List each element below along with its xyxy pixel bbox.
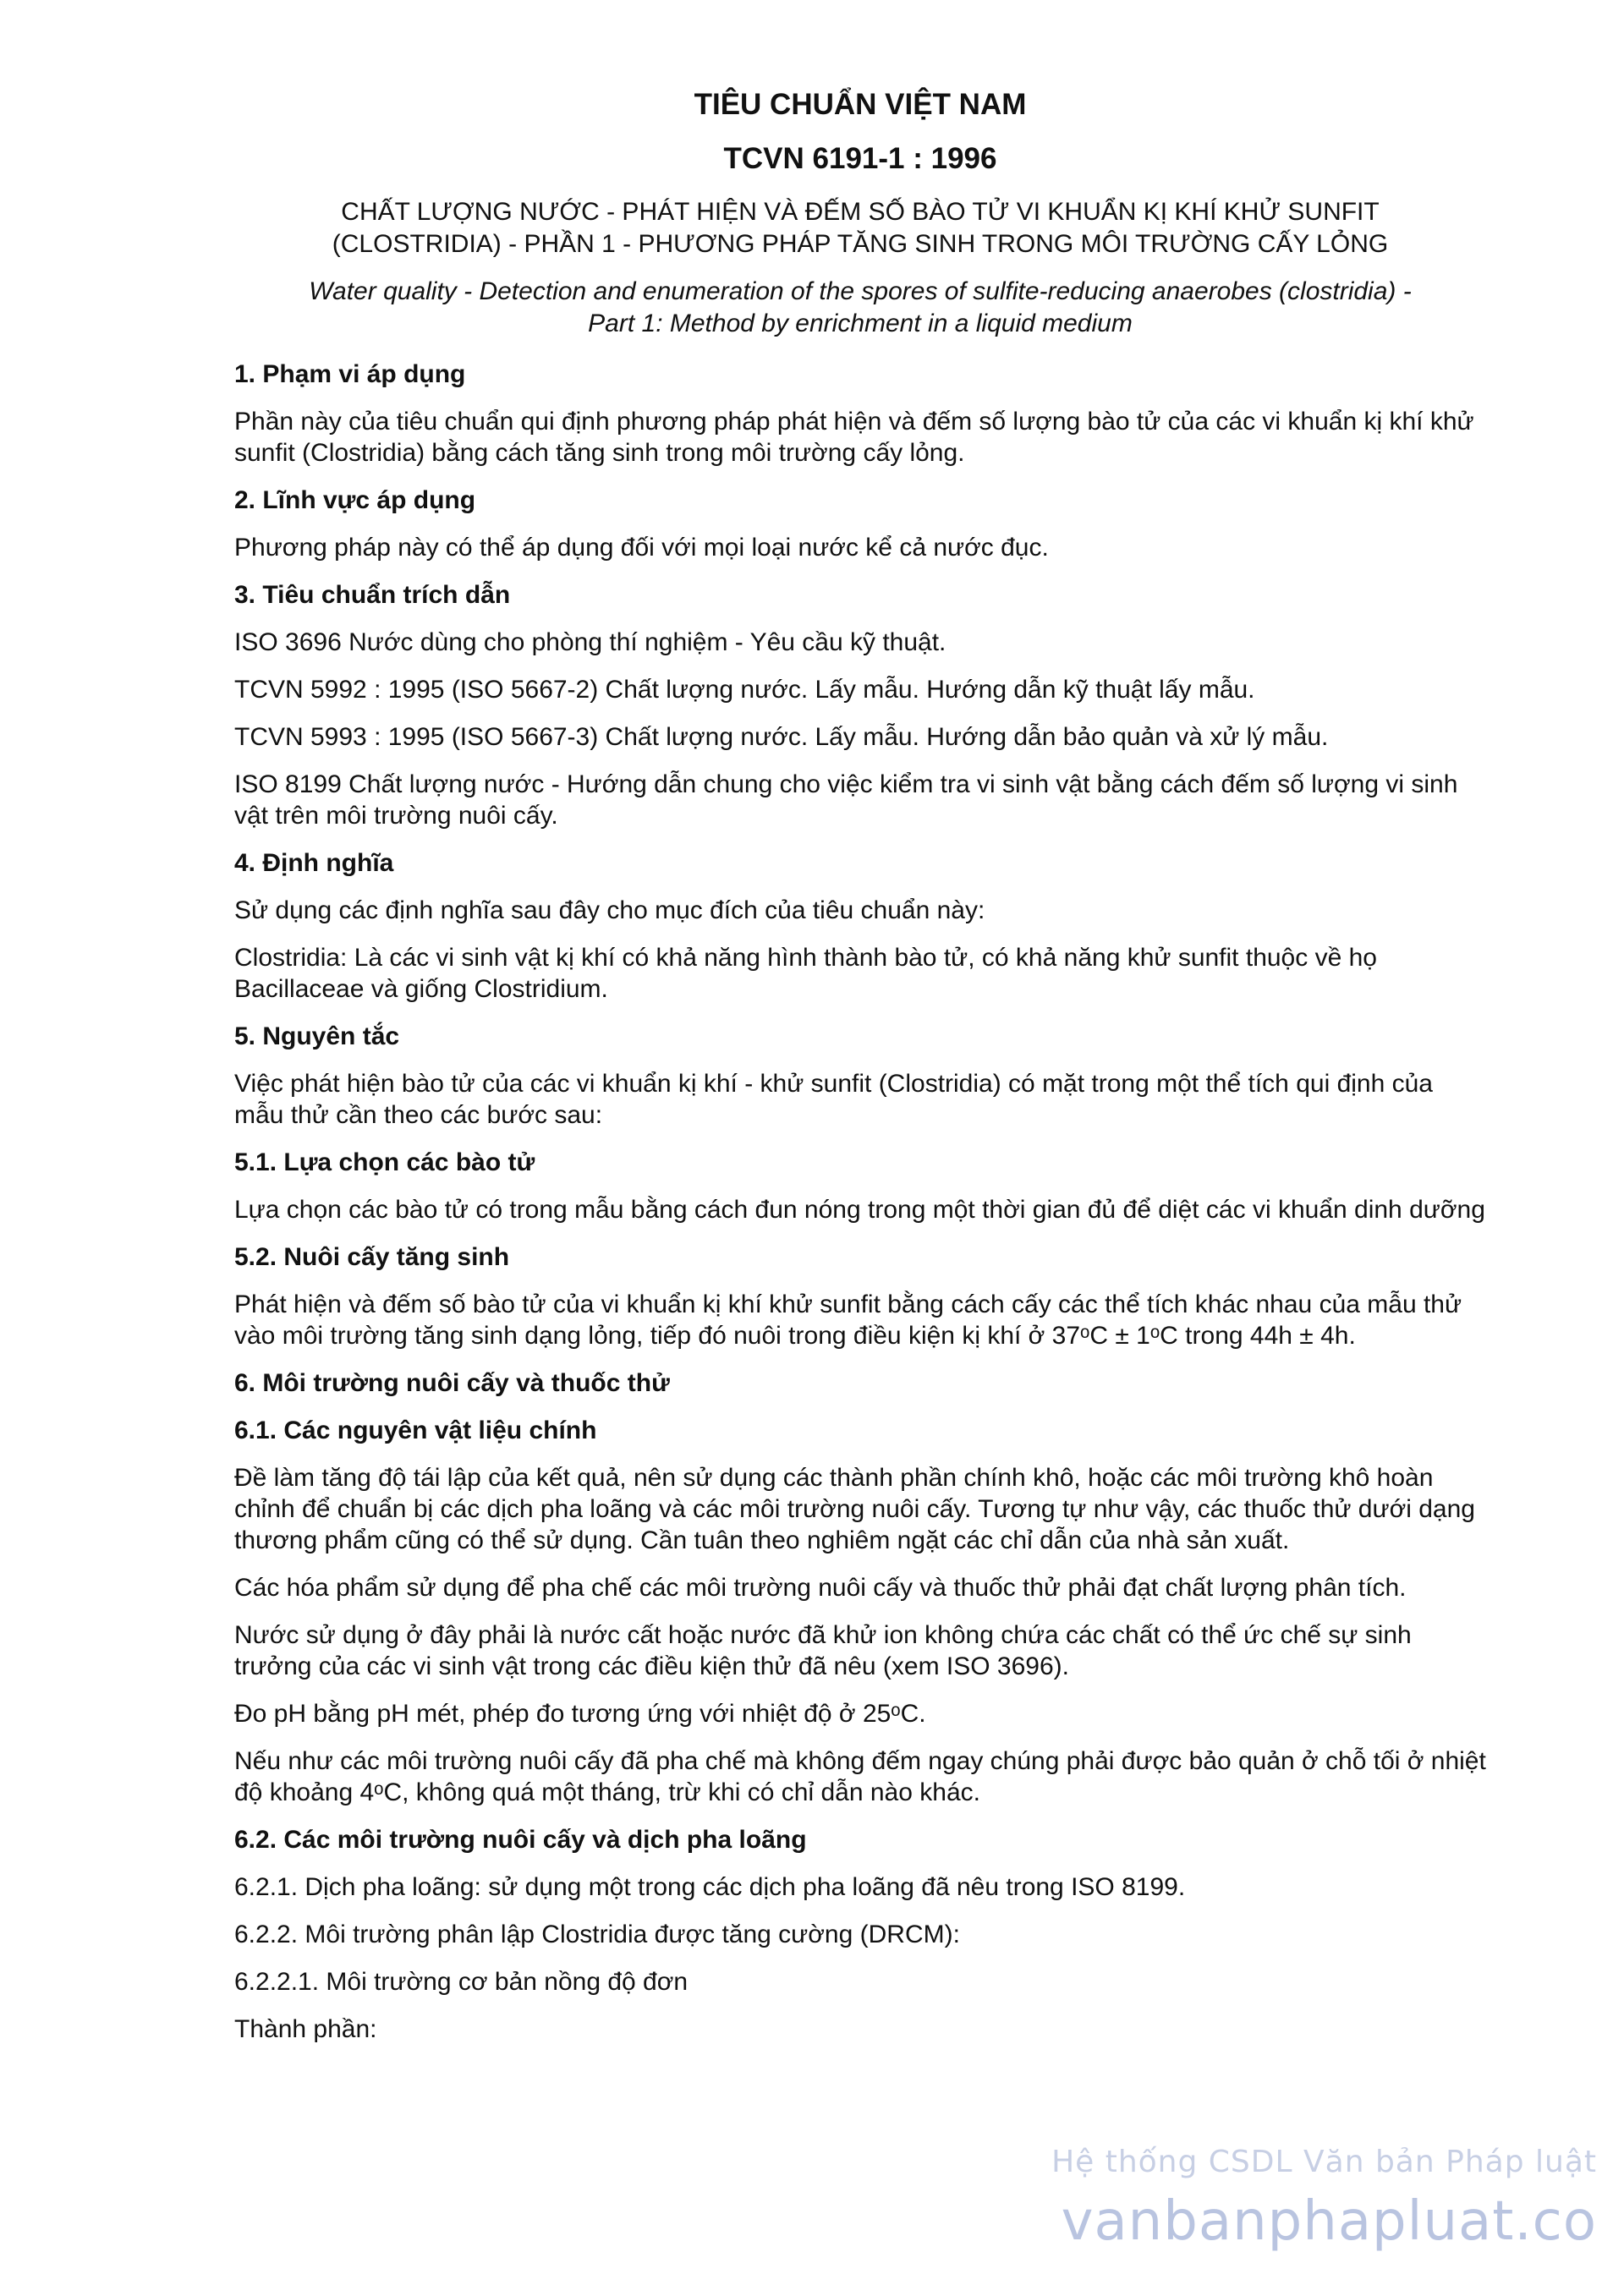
subsection-heading: 6.1. Các nguyên vật liệu chính bbox=[234, 1417, 597, 1444]
document-header bbox=[234, 85, 1486, 340]
paragraph: Phát hiện và đếm số bào tử của vi khuẩn kị khí khử sunfit bằng cách cấy các thể tích khác nhau của mẫu thử vào môi trường tăng sinh dạng lỏng, tiếp đó nuôi trong điều kiện kị khí ở 37ᵒC ± 1ᵒC trong 44h ± 4h. bbox=[234, 1290, 1462, 1350]
paragraph: Đo pH bằng pH mét, phép đo tương ứng với nhiệt độ ở 25ᵒC. bbox=[234, 1700, 926, 1728]
paragraph: Nước sử dụng ở đây phải là nước cất hoặc nước đã khử ion không chứa các chất có thể ức chế sự sinh trưởng của các vi sinh vật trong các điều kiện thử đã nêu (xem ISO 3696). bbox=[234, 1621, 1412, 1680]
standard-code: TCVN 6191-1 : 1996 bbox=[723, 142, 997, 175]
paragraph: 6.2.1. Dịch pha loãng: sử dụng một trong các dịch pha loãng đã nêu trong ISO 8199. bbox=[234, 1873, 1186, 1901]
subsection-heading: 5.1. Lựa chọn các bào tử bbox=[234, 1148, 535, 1176]
section-heading: 6. Môi trường nuôi cấy và thuốc thử bbox=[234, 1369, 670, 1397]
reference-item: TCVN 5993 : 1995 (ISO 5667-3) Chất lượng nước. Lấy mẫu. Hướng dẫn bảo quản và xử lý mẫu. bbox=[234, 723, 1329, 751]
section-heading: 4. Định nghĩa bbox=[234, 849, 394, 877]
paragraph: Sử dụng các định nghĩa sau đây cho mục đích của tiêu chuẩn này: bbox=[234, 896, 985, 924]
paragraph: Nếu như các môi trường nuôi cấy đã pha chế mà không đếm ngay chúng phải được bảo quản ở chỗ tối ở nhiệt độ khoảng 4ᵒC, không quá một tháng, trừ khi có chỉ dẫn nào khác. bbox=[234, 1747, 1486, 1806]
document-title: TIÊU CHUẨN VIỆT NAM bbox=[694, 88, 1027, 121]
paragraph: Đề làm tăng độ tái lập của kết quả, nên sử dụng các thành phần chính khô, hoặc các môi trường khô hoàn chỉnh để chuẩn bị các dịch pha loãng và các môi trường nuôi cấy. Tương tự như vậy, các thuốc thử dưới dạng thương phẩm cũng có thể sử dụng. Cần tuân theo nghiêm ngặt các chỉ dẫn của nhà sản xuất. bbox=[234, 1464, 1475, 1554]
vietnamese-title bbox=[234, 196, 1486, 260]
subsection-heading: 6.2. Các môi trường nuôi cấy và dịch pha loãng bbox=[234, 1826, 807, 1854]
paragraph: Phương pháp này có thể áp dụng đối với mọi loại nước kể cả nước đục. bbox=[234, 534, 1049, 562]
paragraph: 6.2.2.1. Môi trường cơ bản nồng độ đơn bbox=[234, 1968, 689, 1996]
reference-item: ISO 3696 Nước dùng cho phòng thí nghiệm - Yêu cầu kỹ thuật. bbox=[234, 628, 946, 656]
paragraph: Thành phần: bbox=[234, 2015, 377, 2043]
paragraph: Việc phát hiện bào tử của các vi khuẩn kị khí - khử sunfit (Clostridia) có mặt trong một thể tích qui định của mẫu thử cần theo các bước sau: bbox=[234, 1070, 1433, 1129]
paragraph: Các hóa phẩm sử dụng để pha chế các môi trường nuôi cấy và thuốc thử phải đạt chất lượng phân tích. bbox=[234, 1574, 1407, 1602]
definition-paragraph: Clostridia: Là các vi sinh vật kị khí có khả năng hình thành bào tử, có khả năng khử sunfit thuộc về họ Bacillaceae và giống Clostridium. bbox=[234, 944, 1377, 1003]
english-title-line-2: Part 1: Method by enrichment in a liquid medium bbox=[588, 310, 1133, 337]
section-heading: 2. Lĩnh vực áp dụng bbox=[234, 486, 476, 514]
reference-item: ISO 8199 Chất lượng nước - Hướng dẫn chung cho việc kiểm tra vi sinh vật bằng cách đếm số lượng vi sinh vật trên môi trường nuôi cấy. bbox=[234, 770, 1458, 830]
paragraph: 6.2.2. Môi trường phân lập Clostridia được tăng cường (DRCM): bbox=[234, 1921, 960, 1948]
section-heading: 1. Phạm vi áp dụng bbox=[234, 360, 466, 388]
document-body bbox=[234, 359, 1486, 2045]
watermark-site-name: vanbanphapluat.co bbox=[1061, 2190, 1597, 2253]
watermark-caption: Hệ thống CSDL Văn bản Pháp luật bbox=[1051, 2145, 1597, 2179]
reference-item: TCVN 5992 : 1995 (ISO 5667-2) Chất lượng nước. Lấy mẫu. Hướng dẫn kỹ thuật lấy mẫu. bbox=[234, 676, 1255, 704]
document-page bbox=[234, 85, 1486, 2061]
vietnamese-title-line-1: CHẤT LƯỢNG NƯỚC - PHÁT HIỆN VÀ ĐẾM SỐ BÀO TỬ VI KHUẨN KỊ KHÍ KHỬ SUNFIT bbox=[341, 198, 1380, 226]
section-heading: 5. Nguyên tắc bbox=[234, 1022, 400, 1050]
vietnamese-title-line-2: (CLOSTRIDIA) - PHẦN 1 - PHƯƠNG PHÁP TĂNG SINH TRONG MÔI TRƯỜNG CẤY LỎNG bbox=[332, 230, 1389, 258]
paragraph: Phần này của tiêu chuẩn qui định phương pháp phát hiện và đếm số lượng bào tử của các vi khuẩn kị khí khử sunfit (Clostridia) bằng cách tăng sinh trong môi trường cấy lỏng. bbox=[234, 408, 1474, 467]
subsection-heading: 5.2. Nuôi cấy tăng sinh bbox=[234, 1243, 510, 1271]
section-heading: 3. Tiêu chuẩn trích dẫn bbox=[234, 581, 511, 609]
english-title-line-1: Water quality - Detection and enumeration of the spores of sulfite-reducing anaerobes (clostridia) - bbox=[309, 277, 1412, 305]
paragraph: Lựa chọn các bào tử có trong mẫu bằng cách đun nóng trong một thời gian đủ để diệt các vi khuẩn dinh dưỡng bbox=[234, 1196, 1485, 1224]
english-title bbox=[234, 276, 1486, 340]
